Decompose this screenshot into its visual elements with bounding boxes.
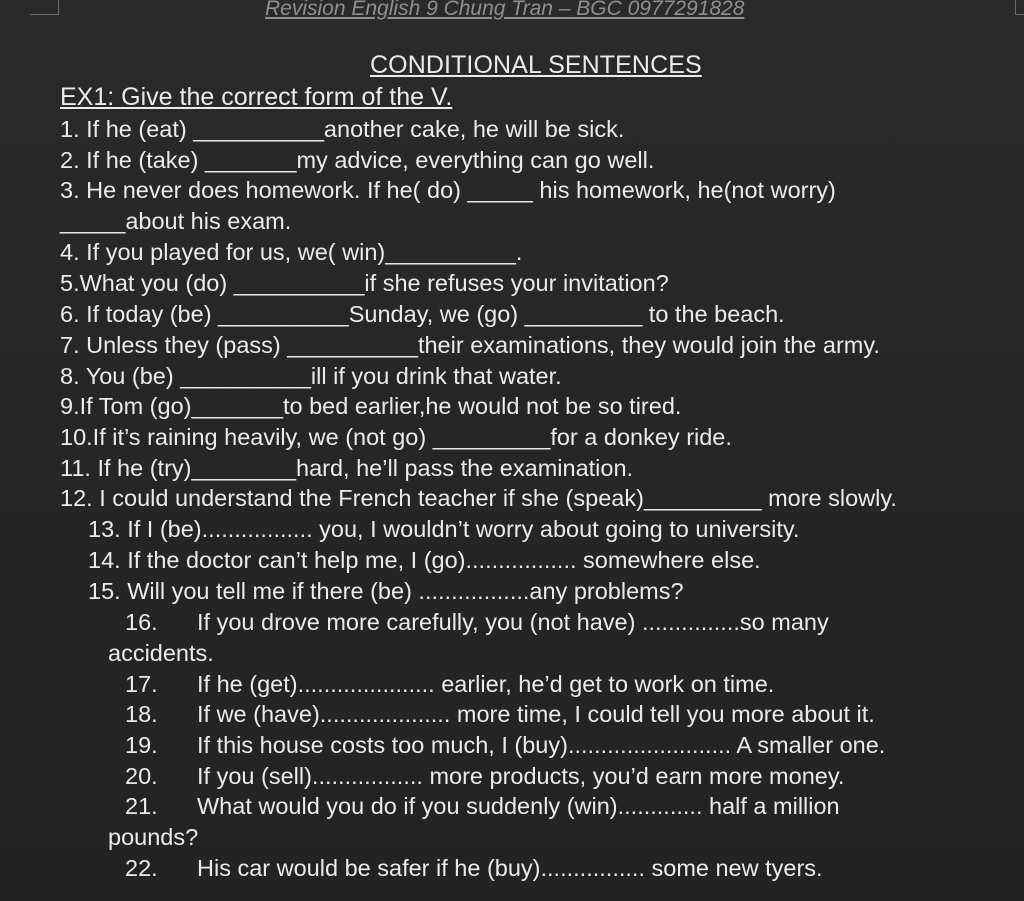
exercise-line: 6. If today (be) __________Sunday, we (go) _________ to the beach. bbox=[60, 301, 785, 327]
exercise-line: 13. If I (be)................. you, I wouldn’t worry about going to university. bbox=[88, 516, 800, 542]
exercise-line bbox=[125, 670, 774, 698]
item-number: 17. bbox=[125, 671, 158, 697]
exercise-line: 7. Unless they (pass) __________their examinations, they would join the army. bbox=[60, 332, 880, 358]
exercise-line: _____about his exam. bbox=[60, 208, 292, 234]
exercise-line: 12. I could understand the French teacher if she (speak)_________ more slowly. bbox=[60, 485, 897, 511]
page-corner-mark bbox=[30, 0, 59, 15]
item-text: If you (sell)................. more products, you’d earn more money. bbox=[197, 763, 845, 789]
item-number: 21. bbox=[125, 793, 158, 819]
item-text: If we (have).................... more time, I could tell you more about it. bbox=[197, 701, 875, 727]
exercise-line: 4. If you played for us, we( win)__________. bbox=[60, 239, 523, 265]
exercise-line: 15. Will you tell me if there (be) .................any problems? bbox=[88, 578, 684, 604]
item-text: If you drove more carefully, you (not have) ...............so many bbox=[197, 609, 829, 635]
exercise-line: 14. If the doctor can’t help me, I (go)................. somewhere else. bbox=[88, 547, 761, 573]
item-text: If this house costs too much, I (buy)......................... A smaller one. bbox=[197, 732, 886, 758]
exercise-line: 8. You (be) __________ill if you drink that water. bbox=[60, 363, 562, 389]
exercise-line: 11. If he (try)________hard, he’ll pass the examination. bbox=[60, 455, 634, 481]
exercise-line bbox=[125, 762, 844, 790]
item-number: 18. bbox=[125, 701, 158, 727]
page-corner-mark bbox=[1015, 0, 1024, 15]
exercise-line: 3. He never does homework. If he( do) _____ his homework, he(not worry) bbox=[60, 177, 836, 203]
exercise-line bbox=[125, 792, 840, 820]
exercise-line: 9.If Tom (go)_______to bed earlier,he would not be so tired. bbox=[60, 393, 682, 419]
exercise-line: 1. If he (eat) __________another cake, he will be sick. bbox=[60, 116, 625, 142]
item-number: 20. bbox=[125, 763, 158, 789]
item-number: 22. bbox=[125, 855, 158, 881]
document-title: CONDITIONAL SENTENCES bbox=[370, 51, 702, 79]
exercise-title: EX1: Give the correct form of the V. bbox=[60, 83, 453, 111]
exercise-line: pounds? bbox=[108, 824, 199, 850]
item-number: 16. bbox=[125, 609, 158, 635]
item-number: 19. bbox=[125, 732, 158, 758]
exercise-line: 5.What you (do) __________if she refuses your invitation? bbox=[60, 270, 669, 296]
document-header: Revision English 9 Chung Tran – BGC 0977291828 bbox=[265, 0, 745, 20]
exercise-line bbox=[125, 854, 823, 882]
exercise-line bbox=[125, 608, 829, 636]
exercise-line: 10.If it’s raining heavily, we (not go) _________for a donkey ride. bbox=[60, 424, 732, 450]
exercise-line: 2. If he (take) _______my advice, everything can go well. bbox=[60, 147, 655, 173]
exercise-line bbox=[125, 731, 885, 759]
item-text: His car would be safer if he (buy)................ some new tyers. bbox=[197, 855, 823, 881]
item-text: If he (get)..................... earlier, he’d get to work on time. bbox=[197, 671, 775, 697]
exercise-line bbox=[125, 700, 875, 728]
exercise-line: accidents. bbox=[108, 640, 214, 666]
item-text: What would you do if you suddenly (win)............. half a million bbox=[197, 793, 840, 819]
